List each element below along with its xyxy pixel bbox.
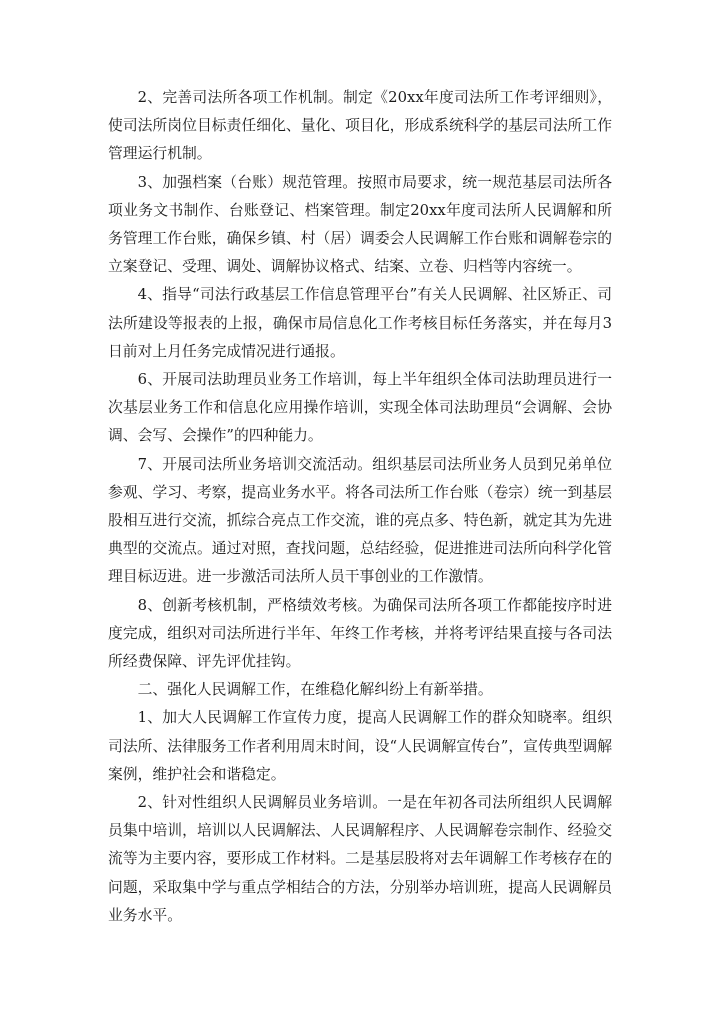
paragraph-mediation-1-publicity: 1、加大人民调解工作宣传力度，提高人民调解工作的群众知晓率。组织司法所、法律服务工作者利用周末时间，设“人民调解宣传台”，宣传典型调解案例，维护社会和谐稳定。 [108,709,612,783]
paragraph-item-3-archives: 3、加强档案（台账）规范管理。按照市局要求，统一规范基层司法所各项业务文书制作、台账登记、档案管理。制定20xx年度司法所人民调解和所务管理工作台账，确保乡镇、村（居）调委会人民调解工作台账和调解卷宗的立案登记、受理、调处、调解协议格式、结案、立卷、归档等内容统一。 [108,173,612,276]
document-body [108,84,612,930]
paragraph-item-4-platform: 4、指导“司法行政基层工作信息管理平台”有关人民调解、社区矫正、司法所建设等报表的上报，确保市局信息化工作考核目标任务落实，并在每月3日前对上月任务完成情况进行通报。 [108,286,612,360]
section-heading-mediation: 二、强化人民调解工作，在维稳化解纠纷上有新举措。 [137,681,493,699]
paragraph-item-6-training: 6、开展司法助理员业务工作培训，每上半年组织全体司法助理员进行一次基层业务工作和信息化应用操作培训，实现全体司法助理员“会调解、会协调、会写、会操作”的四种能力。 [108,371,612,445]
paragraph-item-8-assessment: 8、创新考核机制，严格绩效考核。为确保司法所各项工作都能按序时进度完成，组织对司法所进行半年、年终工作考核，并将考评结果直接与各司法所经费保障、评先评优挂钩。 [108,596,612,671]
paragraph-item-2-mechanism: 2、完善司法所各项工作机制。制定《20xx年度司法所工作考评细则》，使司法所岗位目标责任细化、量化、项目化，形成系统科学的基层司法所工作管理运行机制。 [108,89,612,163]
paragraph-mediation-2-training: 2、针对性组织人民调解员业务培训。一是在年初各司法所组织人民调解员集中培训，培训以人民调解法、人民调解程序、人民调解卷宗制作、经验交流等为主要内容，要形成工作材料。二是基层股将对去年调解工作考核存在的问题，采取集中学与重点学相结合的方法，分别举办培训班，提高人民调解员业务水平。 [108,794,612,924]
paragraph-item-7-exchange: 7、开展司法所业务培训交流活动。组织基层司法所业务人员到兄弟单位参观、学习、考察，提高业务水平。将各司法所工作台账（卷宗）统一到基层股相互进行交流，抓综合亮点工作交流，谁的亮点多、特色新，就定其为先进典型的交流点。通过对照，查找问题，总结经验，促进推进司法所向科学化管理目标迈进。进一步激活司法所人员干事创业的工作激情。 [108,455,612,586]
